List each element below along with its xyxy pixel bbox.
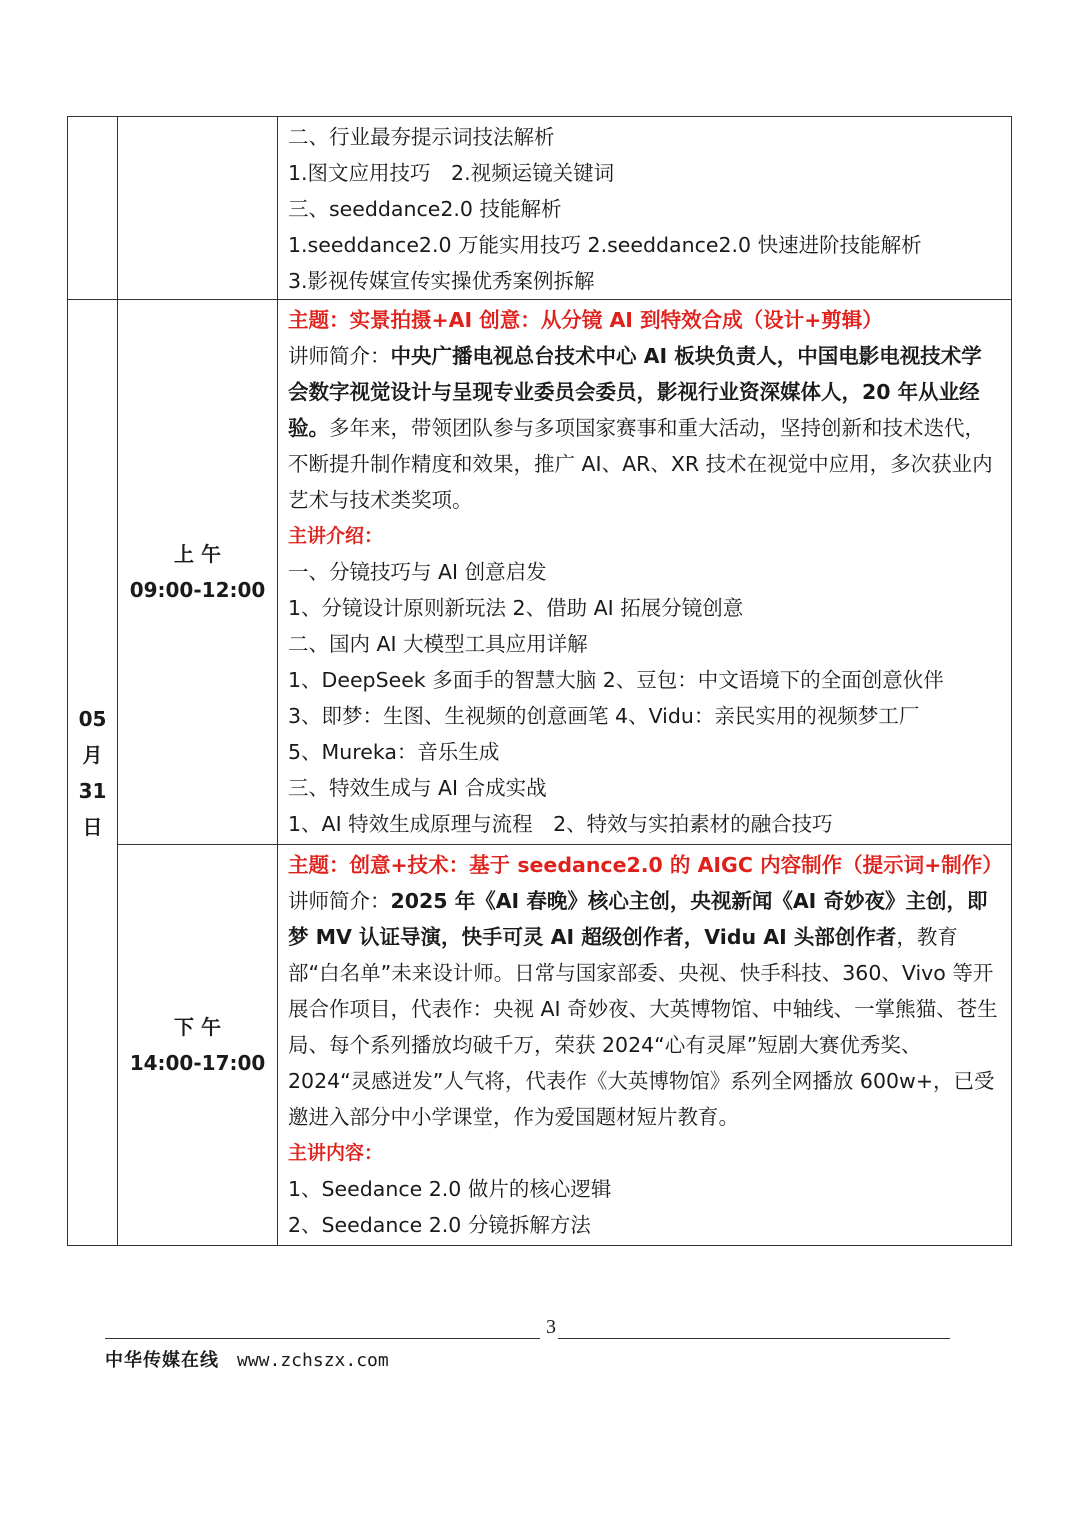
content-line: 二、行业最夯提示词技法解析 bbox=[288, 125, 555, 149]
session-theme: 主题：创意+技术：基于 seedance2.0 的 AIGC 内容制作（提示词+制作） bbox=[288, 853, 1003, 877]
lecturer-intro bbox=[288, 883, 1001, 1135]
intro-highlight: 中央广播电视总台技术中心 AI 板块负责人，中国电影电视技术学会数字视觉设计与呈现专业委员会委员，影视行业资深媒体人，20 年从业经验。 bbox=[288, 344, 982, 440]
session-label: 上 午 bbox=[174, 542, 221, 566]
agenda-item: 二、国内 AI 大模型工具应用详解 bbox=[288, 632, 588, 656]
session-theme: 主题：实景拍摄+AI 创意：从分镜 AI 到特效合成（设计+剪辑） bbox=[288, 308, 883, 332]
schedule-table bbox=[67, 116, 1012, 1246]
agenda-item: 1、分镜设计原则新玩法 2、借助 AI 拓展分镜创意 bbox=[288, 596, 744, 620]
intro-highlight: 2025 年《AI 春晚》核心主创，央视新闻《AI 奇妙夜》主创，即梦 MV 认证导演，快手可灵 AI 超级创作者，Vidu AI 头部创作者 bbox=[288, 889, 988, 949]
session-time: 09:00-12:00 bbox=[129, 578, 266, 602]
agenda-item: 1、AI 特效生成原理与流程 2、特效与实拍素材的融合技巧 bbox=[288, 812, 833, 836]
footer-org: 中华传媒在线 bbox=[105, 1350, 219, 1371]
intro-label: 讲师简介： bbox=[288, 344, 391, 368]
time-cell-empty bbox=[118, 117, 278, 300]
session-label: 下 午 bbox=[174, 1015, 221, 1039]
footer-url[interactable]: www.zchszx.com bbox=[237, 1350, 389, 1371]
footer-brand bbox=[105, 1346, 389, 1372]
session-time: 14:00-17:00 bbox=[129, 1051, 266, 1075]
date-cell-empty bbox=[68, 117, 118, 300]
content-line: 3.影视传媒宣传实操优秀案例拆解 bbox=[288, 269, 595, 293]
agenda-item: 1、Seedance 2.0 做片的核心逻辑 bbox=[288, 1177, 612, 1201]
lecturer-intro bbox=[288, 338, 1001, 518]
schedule-row-afternoon bbox=[68, 845, 1012, 1246]
date-part: 05 bbox=[78, 706, 107, 731]
content-line: 三、seeddance2.0 技能解析 bbox=[288, 197, 562, 221]
date-cell bbox=[68, 300, 118, 1246]
content-cell-afternoon bbox=[278, 845, 1012, 1246]
footer-rule-right bbox=[558, 1338, 950, 1339]
section-label: 主讲介绍： bbox=[288, 525, 384, 547]
content-cell-continuation bbox=[278, 117, 1012, 300]
date-part: 日 bbox=[82, 814, 103, 839]
agenda-item: 3、即梦：生图、生视频的创意画笔 4、Vidu：亲民实用的视频梦工厂 bbox=[288, 704, 920, 728]
agenda-item: 1、DeepSeek 多面手的智慧大脑 2、豆包：中文语境下的全面创意伙伴 bbox=[288, 668, 944, 692]
agenda-item: 一、分镜技巧与 AI 创意启发 bbox=[288, 560, 547, 584]
agenda-item: 5、Mureka：音乐生成 bbox=[288, 740, 500, 764]
intro-text: ，教育部“白名单”未来设计师。日常与国家部委、央视、快手科技、360、Vivo 等开展合作项目，代表作：央视 AI 奇妙夜、大英博物馆、中轴线、一掌熊猫、苍生局、每个系列播放均破千万，荣获 2024“心有灵犀”短剧大赛优秀奖、2024“灵感迸发”人气将，代表作《大英博物馆》系列全网播放 600w+，已受邀进入部分中小学课堂，作为爱国题材短片教育。 bbox=[288, 925, 998, 1129]
date-part: 31 bbox=[78, 778, 107, 803]
time-cell-morning bbox=[118, 300, 278, 845]
time-cell-afternoon bbox=[118, 845, 278, 1246]
intro-label: 讲师简介： bbox=[288, 889, 391, 913]
content-cell-morning bbox=[278, 300, 1012, 845]
content-line: 1.seeddance2.0 万能实用技巧 2.seeddance2.0 快速进阶技能解析 bbox=[288, 233, 922, 257]
schedule-row-morning bbox=[68, 300, 1012, 845]
footer-rule-left bbox=[105, 1338, 540, 1339]
section-label: 主讲内容： bbox=[288, 1142, 384, 1164]
date-part: 月 bbox=[82, 742, 103, 767]
content-line: 1.图文应用技巧 2.视频运镜关键词 bbox=[288, 161, 615, 185]
page-number: 3 bbox=[546, 1316, 556, 1338]
intro-text: 多年来，带领团队参与多项国家赛事和重大活动，坚持创新和技术迭代，不断提升制作精度和效果，推广 AI、AR、XR 技术在视觉中应用，多次获业内艺术与技术类奖项。 bbox=[288, 416, 993, 512]
agenda-item: 三、特效生成与 AI 合成实战 bbox=[288, 776, 547, 800]
agenda-item: 2、Seedance 2.0 分镜拆解方法 bbox=[288, 1213, 591, 1237]
schedule-row-continuation bbox=[68, 117, 1012, 300]
